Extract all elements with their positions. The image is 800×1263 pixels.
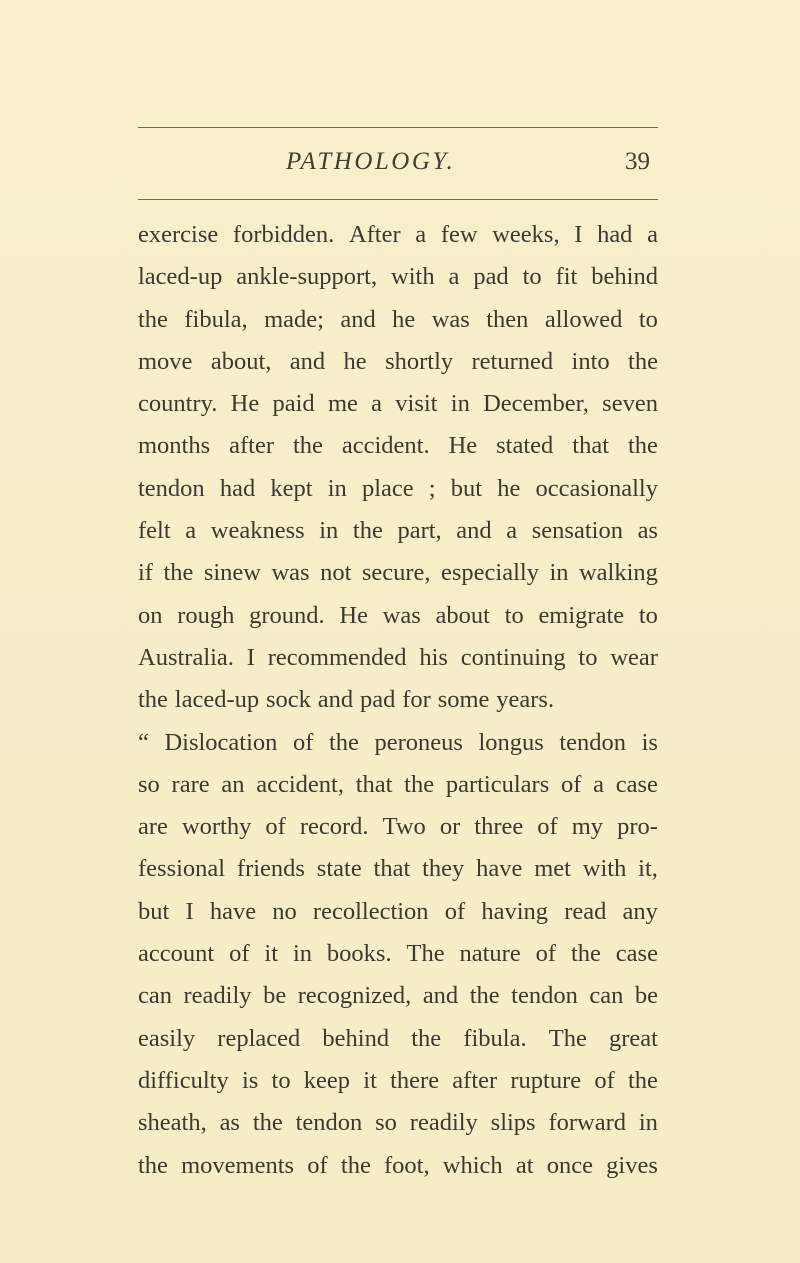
text-word: forbidden.: [232, 221, 335, 248]
text-line: [138, 1060, 658, 1102]
text-word: the: [328, 728, 359, 756]
text-word: not: [320, 559, 352, 587]
text-word: the: [570, 940, 601, 968]
text-word: Australia.: [138, 643, 234, 671]
text-line: [138, 933, 658, 975]
text-word: case: [615, 770, 658, 798]
text-word: in: [549, 559, 569, 587]
running-head: [138, 148, 658, 188]
text-line: [138, 637, 658, 679]
text-word: occasionally: [535, 474, 658, 502]
text-word: can: [138, 982, 172, 1010]
text-word: peroneus: [374, 728, 463, 756]
text-word: rare: [171, 770, 210, 798]
text-word: pro-: [617, 813, 658, 841]
text-word: paid: [272, 390, 315, 418]
text-word: returned: [471, 347, 554, 375]
text-word: my: [571, 813, 604, 841]
text-word: as: [219, 1109, 240, 1137]
text-word: they: [422, 855, 465, 883]
text-word: his: [419, 643, 448, 671]
text-line: [138, 383, 658, 425]
text-word: have: [209, 897, 257, 925]
text-word: made;: [264, 305, 324, 333]
text-word: place: [361, 474, 414, 502]
text-word: be: [634, 982, 658, 1010]
text-word: seven: [602, 390, 658, 418]
text-line: [138, 679, 658, 721]
text-word: are: [138, 813, 168, 841]
text-word: state: [316, 855, 362, 883]
text-word: longus: [478, 728, 544, 756]
text-word: which: [442, 1151, 503, 1179]
text-word: laced-up: [174, 686, 260, 714]
text-word: then: [486, 305, 529, 333]
text-word: about: [435, 601, 490, 629]
text-word: felt: [138, 517, 171, 545]
text-word: some: [437, 686, 490, 714]
text-word: as: [637, 517, 658, 545]
text-word: he: [343, 347, 367, 375]
text-word: great: [608, 1024, 658, 1052]
text-word: no: [272, 897, 297, 925]
text-word: having: [481, 897, 549, 925]
text-line: [138, 425, 658, 467]
text-word: pad: [360, 686, 396, 714]
text-word: of: [265, 813, 286, 841]
text-line: [138, 256, 658, 298]
text-word: accident,: [256, 770, 344, 798]
text-word: of: [594, 1066, 615, 1094]
text-word: The: [406, 940, 445, 968]
text-word: be: [263, 982, 287, 1010]
text-word: on: [138, 601, 163, 629]
text-word: tendon: [295, 1109, 363, 1137]
text-word: part,: [397, 517, 442, 545]
text-word: sinew: [203, 559, 262, 587]
text-word: fessional: [138, 855, 226, 883]
text-word: tendon: [138, 474, 205, 502]
text-word: record.: [299, 813, 369, 841]
text-word: the: [252, 1109, 283, 1137]
text-word: if: [138, 559, 153, 587]
text-word: worthy: [181, 813, 252, 841]
text-word: it,: [638, 855, 658, 883]
text-word: to: [504, 601, 524, 629]
text-word: rupture: [510, 1066, 582, 1094]
text-word: and: [317, 686, 354, 714]
text-word: difficulty: [138, 1066, 229, 1094]
text-word: continuing: [460, 643, 566, 671]
text-word: into: [571, 347, 610, 375]
text-word: the: [628, 1066, 658, 1094]
text-word: sensation: [531, 517, 623, 545]
text-word: gives: [606, 1151, 658, 1179]
text-word: so: [138, 770, 160, 798]
text-word: I: [574, 221, 583, 248]
text-word: about,: [210, 347, 272, 375]
page-number: 39: [625, 148, 650, 175]
text-word: Dislocation: [164, 728, 278, 756]
text-word: he: [497, 474, 521, 502]
text-word: to: [522, 263, 542, 291]
text-word: tendon: [559, 728, 627, 756]
text-word: The: [548, 1024, 587, 1052]
text-word: tendon: [511, 982, 578, 1010]
text-word: stated: [496, 432, 554, 460]
text-word: and: [456, 517, 492, 545]
text-word: to: [578, 643, 598, 671]
text-word: friends: [236, 855, 305, 883]
text-word: fibula,: [184, 305, 248, 333]
text-word: at: [515, 1151, 534, 1179]
text-word: secure,: [361, 559, 431, 587]
text-word: accident.: [341, 432, 430, 460]
text-line: [138, 510, 658, 552]
text-word: to: [271, 1066, 291, 1094]
text-word: an: [221, 770, 245, 798]
text-line: [138, 764, 658, 806]
text-word: and: [422, 982, 459, 1010]
text-word: the: [469, 982, 500, 1010]
text-word: After: [348, 221, 401, 248]
text-line: [138, 214, 658, 256]
header-rule: [138, 199, 658, 200]
text-line: [138, 1018, 658, 1060]
text-word: in: [327, 474, 347, 502]
text-word: weakness: [210, 517, 305, 545]
text-word: after: [452, 1066, 498, 1094]
text-word: especially: [441, 559, 539, 587]
text-word: December,: [483, 390, 589, 418]
top-rule: [138, 127, 658, 128]
text-word: months: [138, 432, 211, 460]
text-word: to: [638, 305, 658, 333]
text-word: a: [506, 517, 518, 545]
text-word: particulars: [445, 770, 550, 798]
text-word: to: [638, 601, 658, 629]
text-word: can: [589, 982, 624, 1010]
text-line: [138, 848, 658, 890]
text-word: the: [404, 770, 435, 798]
text-word: Two: [382, 813, 426, 841]
text-word: the: [340, 1151, 371, 1179]
text-word: keep: [303, 1066, 351, 1094]
text-word: a: [185, 517, 197, 545]
text-word: or: [439, 813, 461, 841]
text-word: laced-up: [138, 263, 223, 291]
text-word: recommended: [267, 643, 407, 671]
text-word: a: [448, 263, 460, 291]
text-word: so: [375, 1109, 397, 1137]
text-word: and: [340, 305, 376, 333]
text-line: [138, 595, 658, 637]
text-word: once: [546, 1151, 593, 1179]
text-word: foot,: [384, 1151, 430, 1179]
text-word: slips: [490, 1109, 536, 1137]
text-line: [138, 468, 658, 510]
text-line: [138, 1102, 658, 1144]
text-word: I: [246, 643, 255, 671]
text-word: he: [392, 305, 416, 333]
text-word: with: [582, 855, 627, 883]
text-word: in: [292, 940, 313, 968]
text-word: was: [431, 305, 470, 333]
text-word: years.: [496, 686, 555, 714]
text-word: account: [138, 940, 215, 968]
text-word: exercise: [138, 221, 219, 248]
body-text: [138, 214, 658, 1187]
text-word: of: [229, 940, 250, 968]
text-word: shortly: [385, 347, 454, 375]
text-word: of: [444, 897, 466, 925]
text-word: ;: [428, 474, 436, 502]
text-word: a: [593, 770, 605, 798]
text-line: [138, 722, 658, 764]
text-word: the: [163, 559, 194, 587]
text-word: and: [289, 347, 326, 375]
text-word: a: [415, 221, 427, 248]
text-word: that: [572, 432, 610, 460]
text-word: that: [373, 855, 411, 883]
text-word: have: [476, 855, 523, 883]
text-word: ground.: [249, 601, 325, 629]
text-line: [138, 552, 658, 594]
text-word: move: [138, 347, 193, 375]
text-word: me: [327, 390, 358, 418]
text-word: pad: [473, 263, 509, 291]
text-word: the: [352, 517, 383, 545]
text-word: with: [391, 263, 435, 291]
text-word: few: [440, 221, 478, 248]
text-word: I: [185, 897, 194, 925]
text-word: three: [474, 813, 524, 841]
text-word: is: [241, 1066, 259, 1094]
text-word: case: [615, 940, 658, 968]
text-word: met: [534, 855, 571, 883]
text-word: allowed: [544, 305, 623, 333]
text-word: read: [564, 897, 607, 925]
text-word: recognized,: [297, 982, 412, 1010]
text-word: had: [597, 221, 633, 248]
running-head-title: PATHOLOGY.: [286, 148, 456, 175]
text-word: the: [411, 1024, 442, 1052]
text-word: of: [560, 770, 582, 798]
text-word: the: [292, 432, 323, 460]
text-word: the: [138, 305, 168, 333]
text-word: is: [641, 728, 658, 756]
text-word: that: [355, 770, 393, 798]
text-line: [138, 299, 658, 341]
text-word: readily: [409, 1109, 478, 1137]
text-word: but: [450, 474, 483, 502]
text-word: fibula.: [463, 1024, 527, 1052]
text-word: sock: [266, 686, 311, 714]
text-word: readily: [183, 982, 252, 1010]
text-word: of: [307, 1151, 328, 1179]
text-word: it: [264, 940, 279, 968]
text-word: He: [448, 432, 478, 460]
text-word: visit: [395, 390, 438, 418]
text-word: but: [138, 897, 170, 925]
text-line: [138, 341, 658, 383]
text-word: emigrate: [538, 601, 625, 629]
text-line: [138, 891, 658, 933]
text-word: after: [229, 432, 274, 460]
text-word: ankle-support,: [236, 263, 378, 291]
text-word: a: [371, 390, 383, 418]
text-word: wear: [610, 643, 658, 671]
text-word: the: [628, 347, 658, 375]
text-word: of: [537, 813, 558, 841]
text-line: [138, 1145, 658, 1187]
text-word: any: [622, 897, 658, 925]
text-word: a: [647, 221, 658, 248]
text-line: [138, 975, 658, 1017]
text-word: in: [450, 390, 470, 418]
text-word: was: [271, 559, 310, 587]
text-word: in: [638, 1109, 658, 1137]
text-word: forward: [548, 1109, 626, 1137]
text-word: of: [535, 940, 557, 968]
text-word: “: [138, 728, 149, 756]
text-word: of: [292, 728, 314, 756]
text-word: behind: [591, 263, 658, 291]
text-word: weeks,: [492, 221, 560, 248]
text-word: sheath,: [138, 1109, 207, 1137]
text-word: He: [339, 601, 368, 629]
text-word: it: [363, 1066, 377, 1094]
text-word: in: [319, 517, 339, 545]
text-word: recollection: [312, 897, 429, 925]
text-word: the: [138, 1151, 168, 1179]
text-word: He: [230, 390, 260, 418]
text-word: rough: [177, 601, 235, 629]
text-word: had: [219, 474, 256, 502]
text-word: walking: [578, 559, 658, 587]
text-word: there: [390, 1066, 440, 1094]
text-word: easily: [138, 1024, 196, 1052]
text-word: movements: [181, 1151, 295, 1179]
text-word: behind: [322, 1024, 390, 1052]
text-word: was: [382, 601, 421, 629]
text-word: the: [627, 432, 658, 460]
text-word: kept: [270, 474, 313, 502]
text-word: for: [402, 686, 431, 714]
text-word: country.: [138, 390, 218, 418]
text-word: fit: [555, 263, 578, 291]
text-word: replaced: [217, 1024, 301, 1052]
text-word: books.: [326, 940, 392, 968]
text-word: nature: [459, 940, 521, 968]
text-line: [138, 806, 658, 848]
text-word: the: [138, 686, 168, 714]
